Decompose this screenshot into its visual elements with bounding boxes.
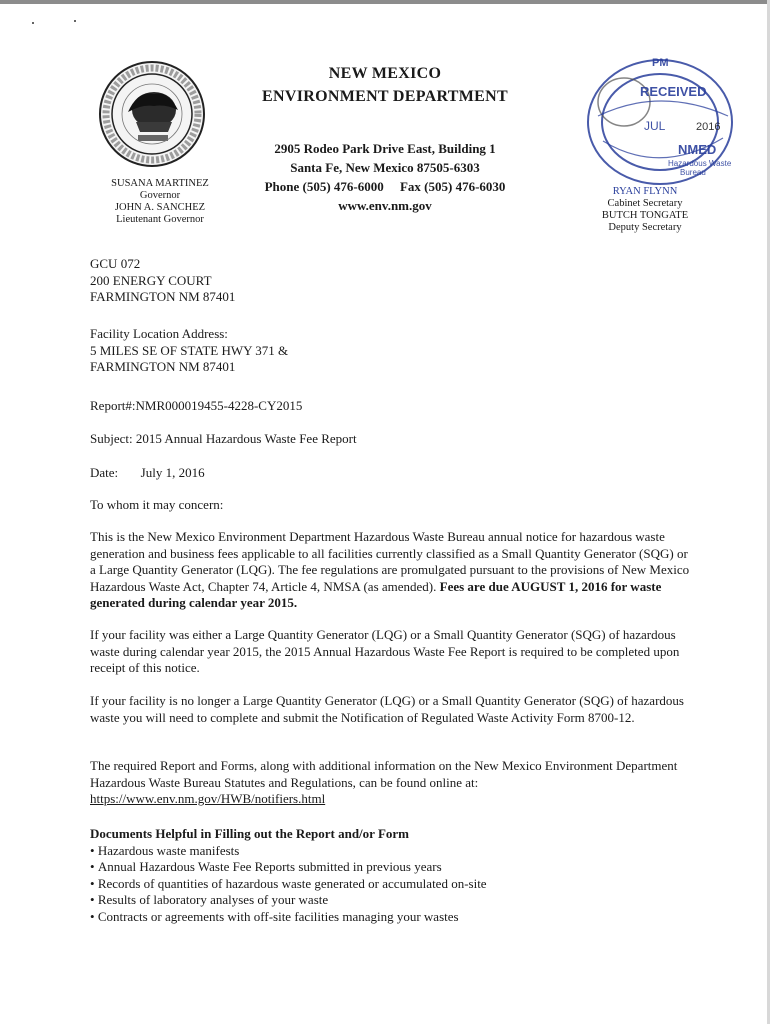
- stamp-year: 2016: [696, 121, 721, 133]
- stamp-time: PM: [652, 57, 669, 69]
- recipient-address: [90, 256, 690, 306]
- facility-line-1: 5 MILES SE OF STATE HWY 371 &: [90, 342, 289, 358]
- recipient-line-3: FARMINGTON NM 87401: [90, 289, 236, 304]
- stamp-agency: NMED: [678, 142, 717, 157]
- facility-label: Facility Location Address:: [90, 326, 228, 341]
- lt-governor-name: JOHN A. SANCHEZ: [114, 202, 206, 213]
- recipient-line-1: GCU 072: [90, 256, 141, 271]
- officials-right: [585, 186, 705, 234]
- website: www.env.nm.gov: [338, 198, 432, 213]
- scan-speck: [32, 22, 34, 24]
- list-item: • Contracts or agreements with off-site facilities managing your wastes: [90, 909, 690, 926]
- governor-title: Governor: [139, 190, 181, 201]
- department-line-2: ENVIRONMENT DEPARTMENT: [262, 88, 508, 105]
- list-item: • Records of quantities of hazardous waste generated or accumulated on-site: [90, 876, 690, 893]
- stamp-bureau-2: Bureau: [680, 168, 706, 177]
- stamp-received: RECEIVED: [640, 84, 707, 99]
- subject-line: Subject: 2015 Annual Hazardous Waste Fee Report: [90, 431, 357, 446]
- salutation: To whom it may concern:: [90, 497, 224, 512]
- date-line: [90, 465, 690, 482]
- list-item: • Results of laboratory analyses of your waste: [90, 892, 690, 909]
- notifiers-link[interactable]: https://www.env.nm.gov/HWB/notifiers.html: [90, 791, 326, 806]
- scan-speck: [74, 20, 76, 22]
- list-item: • Annual Hazardous Waste Fee Reports submitted in previous years: [90, 859, 690, 876]
- deputy-secretary-name: BUTCH TONGATE: [601, 210, 689, 221]
- date-value: July 1, 2016: [140, 465, 205, 480]
- paragraph-no-longer-generator: If your facility is no longer a Large Quantity Generator (LQG) or a Small Quantity Generator (SQG) of hazardous waste you will need to complete and submit the Notification of Regulated Waste Activity Form 8700-12.: [90, 693, 684, 725]
- paragraph-notice-text: This is the New Mexico Environment Department Hazardous Waste Bureau annual notice for hazardous waste generation and business fees applicable to all facilities currently classified as a Small Quantity Generator (SQG) or a Large Quantity Generator (LQG). The fee regulations are promulgated pursuant to the provisions of New Mexico Hazardous Waste Act, Chapter 74, Article 4, NMSA (as amended).: [90, 529, 690, 594]
- date-label: Date:: [90, 465, 119, 480]
- fees-due-notice: Fees are due AUGUST 1, 2016 for waste generated during calendar year 2015.: [90, 578, 662, 610]
- state-seal-icon: [98, 60, 206, 168]
- deputy-secretary-title: Deputy Secretary: [608, 222, 682, 233]
- documents-section: [90, 826, 690, 925]
- phone-fax: Phone (505) 476-6000 Fax (505) 476-6030: [264, 179, 506, 194]
- stamp-month: JUL: [644, 119, 666, 133]
- department-address: [240, 139, 530, 215]
- lt-governor-title: Lieutenant Governor: [116, 214, 204, 225]
- documents-heading: Documents Helpful in Filling out the Report and/or Form: [90, 826, 409, 841]
- paragraph-generator-status: If your facility was either a Large Quantity Generator (LQG) or a Small Quantity Generator (SQG) of hazardous waste during calendar year 2015, the 2015 Annual Hazardous Waste Fee Report is required to be completed upon receipt of this notice.: [90, 627, 680, 675]
- address-line-1: 2905 Rodeo Park Drive East, Building 1: [274, 141, 496, 156]
- cabinet-secretary-title: Cabinet Secretary: [607, 198, 683, 209]
- documents-list: [90, 843, 690, 926]
- cabinet-secretary-name: RYAN FLYNN: [612, 186, 678, 197]
- paragraph-online-info: [90, 758, 690, 808]
- department-line-1: NEW MEXICO: [328, 65, 442, 82]
- recipient-line-2: 200 ENERGY COURT: [90, 272, 212, 288]
- scan-edge-top: [0, 0, 770, 4]
- officials-left: [90, 178, 230, 226]
- paragraph-notice: [90, 529, 690, 612]
- facility-location: [90, 326, 690, 376]
- department-name: [240, 62, 530, 108]
- facility-line-2: FARMINGTON NM 87401: [90, 359, 236, 374]
- stamp-bureau-1: Hazardous Waste: [668, 159, 732, 168]
- report-number: Report#:NMR000019455-4228-CY2015: [90, 398, 303, 413]
- address-line-2: Santa Fe, New Mexico 87505-6303: [290, 160, 480, 175]
- online-info-text: The required Report and Forms, along with additional information on the New Mexico Environment Department Hazardous Waste Bureau Statutes and Regulations, can be found online at:: [90, 758, 678, 790]
- list-item: • Hazardous waste manifests: [90, 843, 690, 860]
- received-stamp-icon: [568, 46, 738, 196]
- governor-name: SUSANA MARTINEZ: [111, 178, 209, 189]
